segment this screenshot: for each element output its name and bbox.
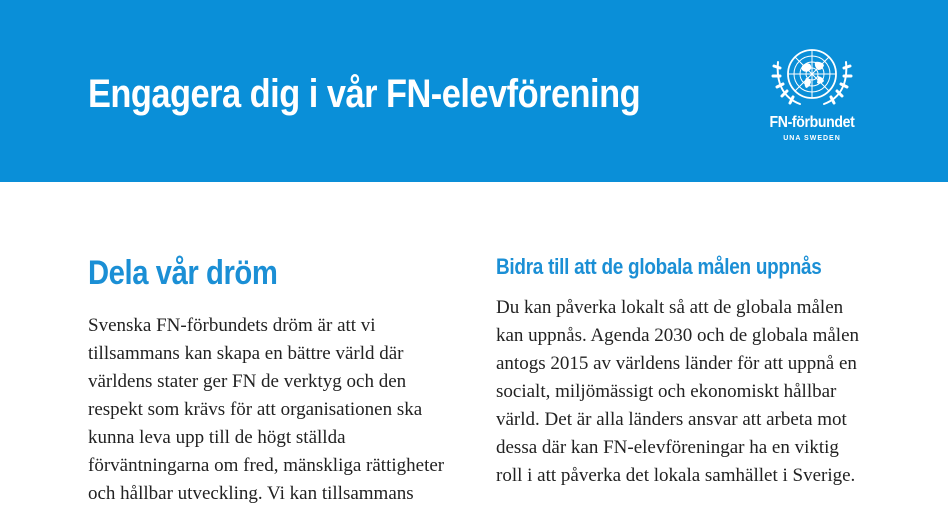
body-paragraph-right [496,294,876,490]
page-title: Engagera dig i vår FN-elevförening [88,72,641,116]
left-column [88,250,460,508]
text-line: kunna leva upp till de högt ställda [88,427,346,448]
text-line: antogs 2015 av världens länder för att uppnå en [496,353,857,374]
section-heading-dela: Dela vår dröm [88,254,278,292]
text-line: värld. Det är alla länders ansvar att arbeta mot [496,409,847,430]
text-line: Svenska FN-förbundets dröm är att vi [88,315,376,336]
text-line: och hållbar utveckling. Vi kan tillsammans [88,483,414,504]
header-banner [0,0,948,182]
un-emblem-icon [768,40,856,110]
right-column [496,252,876,490]
logo-name: FN-förbundet [769,114,855,131]
text-line: respekt som krävs för att organisationen ska [88,399,423,420]
text-line: roll i att påverka det lokala samhället i Sverige. [496,465,856,486]
text-line: Du kan påverka lokalt så att de globala målen [496,297,844,318]
logo-subtitle: UNA SWEDEN [783,135,841,142]
text-line: dessa där kan FN-elevföreningar ha en viktig [496,437,839,458]
text-line: tillsammans kan skapa en bättre värld där [88,343,404,364]
text-line: världens stater ger FN de verktyg och den [88,371,407,392]
text-line: kan uppnås. Agenda 2030 och de globala målen [496,325,860,346]
fn-forbundet-logo [760,40,864,150]
body-paragraph-left [88,312,460,508]
text-line: förväntningarna om fred, mänskliga rättigheter [88,455,445,476]
text-line: socialt, miljömässigt och ekonomiskt hållbar [496,381,837,402]
section-heading-globala-malen: Bidra till att de globala målen uppnås [496,254,822,279]
